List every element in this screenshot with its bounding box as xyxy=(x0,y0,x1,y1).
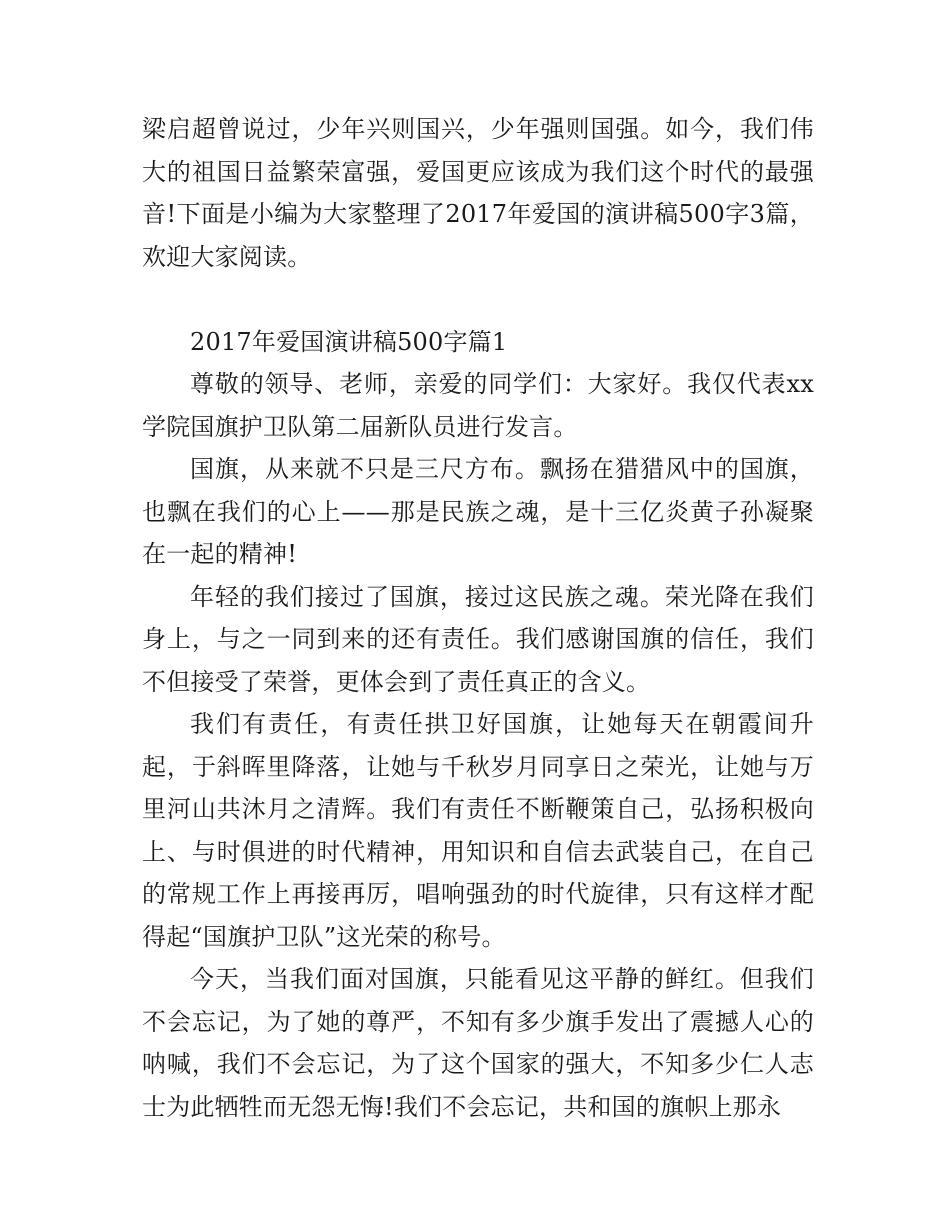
body-paragraph-2: 国旗，从来就不只是三尺方布。飘扬在猎猎风中的国旗，也飘在我们的心上——那是民族之魂，是十三亿炎黄子孙凝聚在一起的精神! xyxy=(142,455,814,568)
section-title: 2017年爱国演讲稿500字篇1 xyxy=(190,327,508,356)
intro-paragraph: 梁启超曾说过，少年兴则国兴，少年强则国强。如今，我们伟大的祖国日益繁荣富强，爱国更应该成为我们这个时代的最强音!下面是小编为大家整理了2017年爱国的演讲稿500字3篇，欢迎大家阅读。 xyxy=(142,115,814,271)
body-paragraph-1: 尊敬的领导、老师，亲爱的同学们：大家好。我仅代表xx学院国旗护卫队第二届新队员进行发言。 xyxy=(142,370,814,441)
document-body xyxy=(142,108,814,1128)
body-paragraph-5: 今天，当我们面对国旗，只能看见这平静的鲜红。但我们不会忘记，为了她的尊严，不知有多少旗手发出了震撼人心的呐喊，我们不会忘记，为了这个国家的强大，不知多少仁人志士为此牺牲而无怨无悔!我们不会忘记，共和国的旗帜上那永 xyxy=(142,965,814,1121)
body-paragraph-3: 年轻的我们接过了国旗，接过这民族之魂。荣光降在我们身上，与之一同到来的还有责任。我们感谢国旗的信任，我们不但接受了荣誉，更体会到了责任真正的含义。 xyxy=(142,582,814,696)
paragraph-spacer xyxy=(142,278,814,321)
body-paragraph-4: 我们有责任，有责任拱卫好国旗，让她每天在朝霞间升起，于斜晖里降落，让她与千秋岁月同享日之荣光，让她与万里河山共沐月之清辉。我们有责任不断鞭策自己，弘扬积极向上、与时俱进的时代精神，用知识和自信去武装自己，在自己的常规工作上再接再厉，唱响强劲的时代旋律，只有这样才配得起“国旗护卫队”这光荣的称号。 xyxy=(142,710,814,951)
